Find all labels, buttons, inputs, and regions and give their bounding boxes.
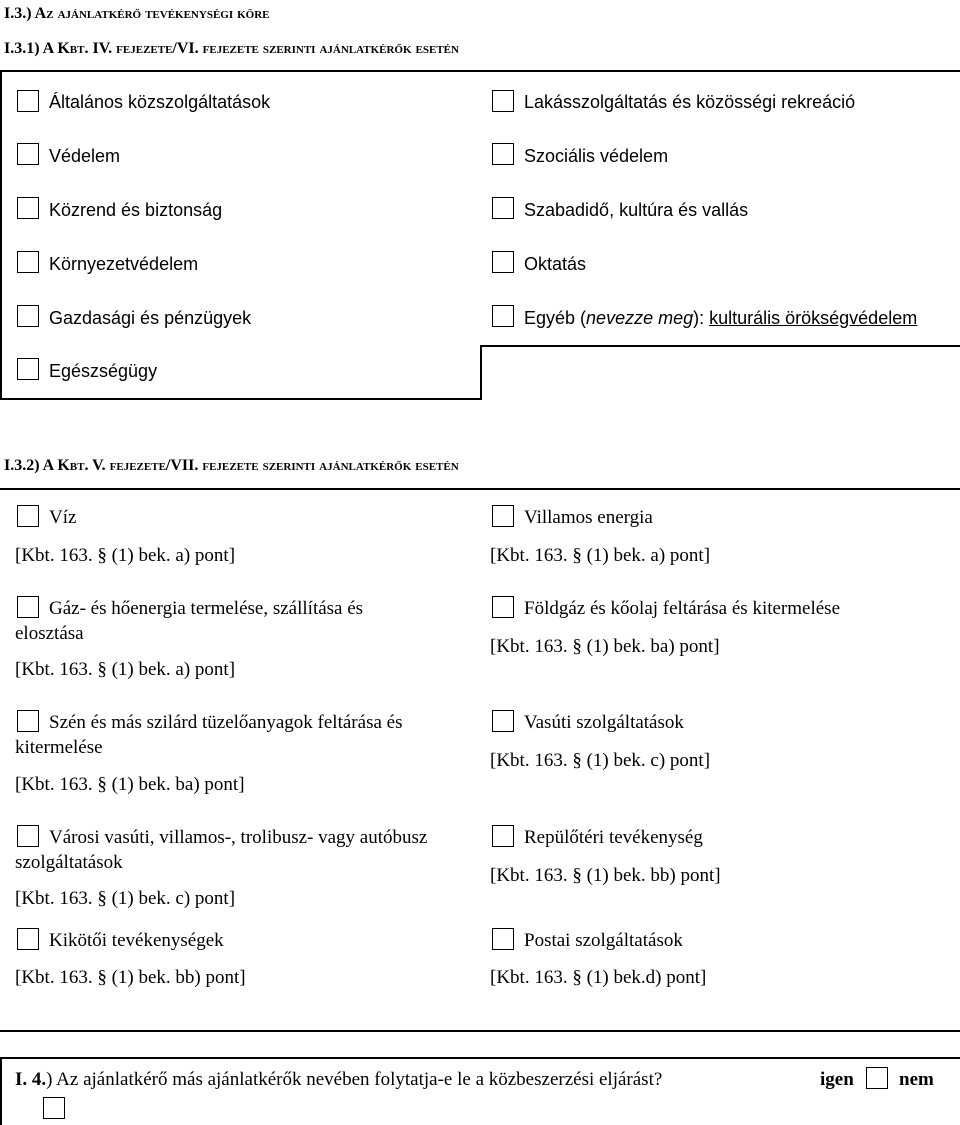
- other-label-hint: nevezze meg: [586, 308, 694, 328]
- checkbox[interactable]: [492, 143, 514, 165]
- option-label: Földgáz és kőolaj feltárása és kitermelése: [524, 598, 841, 619]
- legal-reference: [Kbt. 163. § (1) bek. c) pont]: [490, 750, 711, 771]
- yes-checkbox[interactable]: [866, 1067, 888, 1089]
- checkbox[interactable]: [17, 90, 39, 112]
- option-label: Szén és más szilárd tüzelőanyagok feltárása és: [49, 712, 403, 733]
- option-label: Gazdasági és pénzügyek: [49, 308, 252, 328]
- option-label: Védelem: [49, 146, 121, 166]
- checkbox[interactable]: [492, 251, 514, 273]
- option-label-cont: elosztása: [15, 623, 84, 644]
- checkbox[interactable]: [17, 358, 39, 380]
- checkbox[interactable]: [492, 928, 514, 950]
- legal-reference: [Kbt. 163. § (1) bek. c) pont]: [15, 888, 236, 909]
- box1-bottom-border: [0, 398, 482, 400]
- checkbox[interactable]: [17, 596, 39, 618]
- option-label: Repülőtéri tevékenység: [524, 827, 703, 848]
- checkbox[interactable]: [492, 90, 514, 112]
- checkbox[interactable]: [492, 825, 514, 847]
- option-label-cont: kitermelése: [15, 737, 103, 758]
- option-label: Villamos energia: [524, 507, 653, 528]
- option-label: Gáz- és hőenergia termelése, szállítása és: [49, 598, 364, 619]
- box1-step-horizontal: [480, 345, 960, 347]
- section-title: I.3.) Az ajánlatkérő tevékenységi köre: [4, 5, 270, 22]
- box1-step-vertical: [480, 345, 482, 400]
- checkbox[interactable]: [17, 710, 39, 732]
- option-label: Szabadidő, kultúra és vallás: [524, 200, 749, 220]
- checkbox[interactable]: [17, 305, 39, 327]
- box2-top-border: [0, 488, 960, 490]
- checkbox[interactable]: [492, 197, 514, 219]
- option-label: Környezetvédelem: [49, 254, 199, 274]
- checkbox[interactable]: [17, 143, 39, 165]
- yes-label: igen: [820, 1069, 854, 1090]
- no-checkbox[interactable]: [43, 1097, 65, 1119]
- checkbox[interactable]: [492, 710, 514, 732]
- subsection-title-1: I.3.1) A Kbt. IV. fejezete/VI. fejezete szerinti ajánlatkérők esetén: [4, 40, 459, 57]
- option-label: Kikötői tevékenységek: [49, 930, 224, 951]
- checkbox[interactable]: [17, 197, 39, 219]
- box2-bottom-border: [0, 1030, 960, 1032]
- legal-reference: [Kbt. 163. § (1) bek. a) pont]: [15, 659, 236, 680]
- question-body: ) Az ajánlatkérő más ajánlatkérők nevében folytatja-e le a közbeszerzési eljárást?: [46, 1069, 663, 1090]
- checkbox[interactable]: [492, 596, 514, 618]
- legal-reference: [Kbt. 163. § (1) bek. ba) pont]: [15, 774, 245, 795]
- option-label: Postai szolgáltatások: [524, 930, 683, 951]
- checkbox[interactable]: [17, 251, 39, 273]
- box1-left-border: [0, 70, 2, 400]
- checkbox[interactable]: [17, 825, 39, 847]
- legal-reference: [Kbt. 163. § (1) bek. a) pont]: [490, 545, 711, 566]
- question-number: I. 4.: [15, 1069, 47, 1090]
- legal-reference: [Kbt. 163. § (1) bek. a) pont]: [15, 545, 236, 566]
- option-label-cont: szolgáltatások: [15, 852, 123, 873]
- box3-top-border: [0, 1057, 960, 1059]
- legal-reference: [Kbt. 163. § (1) bek.d) pont]: [490, 967, 707, 988]
- option-label: Közrend és biztonság: [49, 200, 223, 220]
- checkbox[interactable]: [492, 305, 514, 327]
- question-text: [15, 1069, 662, 1091]
- checkbox[interactable]: [17, 928, 39, 950]
- checkbox[interactable]: [492, 505, 514, 527]
- other-option-label: [524, 308, 917, 329]
- option-label: Oktatás: [524, 254, 587, 274]
- option-label: Víz: [49, 507, 77, 528]
- other-value: kulturális örökségvédelem: [709, 308, 918, 328]
- legal-reference: [Kbt. 163. § (1) bek. ba) pont]: [490, 636, 720, 657]
- other-label-prefix: Egyéb (: [524, 308, 587, 328]
- legal-reference: [Kbt. 163. § (1) bek. bb) pont]: [15, 967, 246, 988]
- checkbox[interactable]: [17, 505, 39, 527]
- no-label: nem: [899, 1069, 934, 1090]
- legal-reference: [Kbt. 163. § (1) bek. bb) pont]: [490, 865, 721, 886]
- option-label: Általános közszolgáltatások: [49, 92, 271, 112]
- option-label: Egészségügy: [49, 361, 158, 381]
- option-label: Szociális védelem: [524, 146, 669, 166]
- box1-top-border: [0, 70, 960, 72]
- option-label: Városi vasúti, villamos-, trolibusz- vagy autóbusz: [49, 827, 428, 848]
- subsection-title-2: I.3.2) A Kbt. V. fejezete/VII. fejezete szerinti ajánlatkérők esetén: [4, 457, 459, 474]
- box3-left-border: [0, 1057, 2, 1125]
- option-label: Lakásszolgáltatás és közösségi rekreáció: [524, 92, 856, 112]
- other-label-suffix: ):: [693, 308, 710, 328]
- option-label: Vasúti szolgáltatások: [524, 712, 684, 733]
